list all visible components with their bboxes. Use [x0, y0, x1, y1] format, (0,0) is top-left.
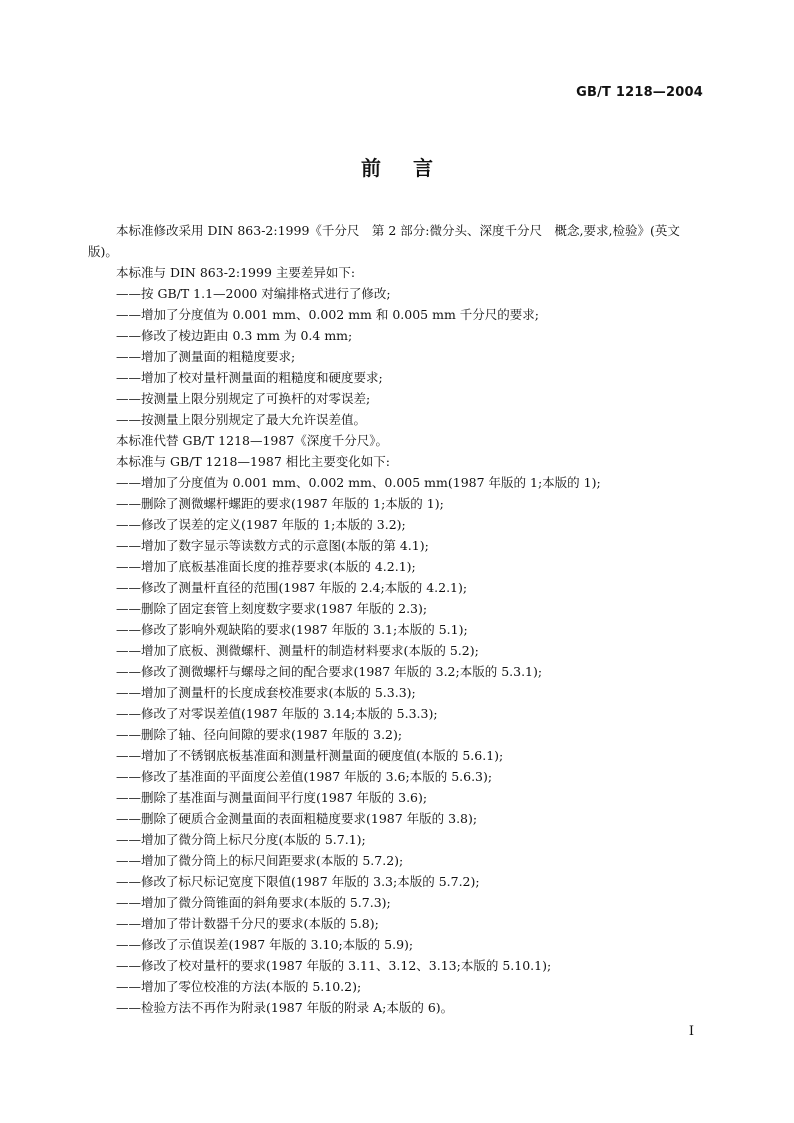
list-item: ——删除了基准面与测量面间平行度(1987 年版的 3.6); [116, 790, 428, 805]
list-item: ——增加了微分筒上的标尺间距要求(本版的 5.7.2); [116, 853, 404, 868]
list-item: ——增加了零位校准的方法(本版的 5.10.2); [116, 979, 362, 994]
intro-paragraph: 本标准修改采用 DIN 863-2:1999《千分尺 第 2 部分:微分头、深度千分尺 概念,要求,检验》(英文版)。 [88, 223, 680, 259]
list-item: ——按测量上限分别规定了最大允许误差值。 [116, 412, 367, 427]
list-item: ——删除了硬质合金测量面的表面粗糙度要求(1987 年版的 3.8); [116, 811, 478, 826]
list-item: ——增加了数字显示等读数方式的示意图(本版的第 4.1); [116, 538, 429, 553]
list-item: ——按 GB/T 1.1—2000 对编排格式进行了修改; [116, 286, 391, 301]
list-item: ——修改了误差的定义(1987 年版的 1;本版的 3.2); [116, 517, 406, 532]
list-item: ——删除了测微螺杆螺距的要求(1987 年版的 1;本版的 1); [116, 496, 444, 511]
list-item: ——增加了微分筒上标尺分度(本版的 5.7.1); [116, 832, 366, 847]
section1-list [88, 283, 708, 430]
list-item: ——增加了分度值为 0.001 mm、0.002 mm、0.005 mm(1987 年版的 1;本版的 1); [116, 475, 601, 490]
list-item: ——增加了底板基准面长度的推荐要求(本版的 4.2.1); [116, 559, 416, 574]
list-item: ——修改了基准面的平面度公差值(1987 年版的 3.6;本版的 5.6.3); [116, 769, 493, 784]
list-item: ——按测量上限分别规定了可换杆的对零误差; [116, 391, 371, 406]
standard-code: GB/T 1218—2004 [576, 85, 703, 100]
list-item: ——增加了底板、测微螺杆、测量杆的制造材料要求(本版的 5.2); [116, 643, 479, 658]
list-item: ——修改了对零误差值(1987 年版的 3.14;本版的 5.3.3); [116, 706, 438, 721]
list-item: ——增加了微分筒锥面的斜角要求(本版的 5.7.3); [116, 895, 391, 910]
page-title: 前言 [361, 156, 465, 180]
list-item: ——增加了带计数器千分尺的要求(本版的 5.8); [116, 916, 379, 931]
section2-lead: 本标准与 GB/T 1218—1987 相比主要变化如下: [116, 454, 390, 469]
list-item: ——增加了校对量杆测量面的粗糙度和硬度要求; [116, 370, 383, 385]
list-item: ——增加了不锈钢底板基准面和测量杆测量面的硬度值(本版的 5.6.1); [116, 748, 504, 763]
list-item: ——修改了校对量杆的要求(1987 年版的 3.11、3.12、3.13;本版的 5.10.1); [116, 958, 552, 973]
section2-list [88, 472, 708, 1018]
document-body [88, 220, 708, 1018]
page-number: I [688, 1024, 694, 1039]
list-item: ——增加了测量面的粗糙度要求; [116, 349, 296, 364]
list-item: ——增加了测量杆的长度成套校准要求(本版的 5.3.3); [116, 685, 416, 700]
list-item: ——删除了轴、径向间隙的要求(1987 年版的 3.2); [116, 727, 403, 742]
list-item: ——检验方法不再作为附录(1987 年版的附录 A;本版的 6)。 [116, 1000, 454, 1015]
section1-lead: 本标准与 DIN 863-2:1999 主要差异如下: [116, 265, 356, 280]
replace-paragraph: 本标准代替 GB/T 1218—1987《深度千分尺》。 [116, 433, 389, 448]
list-item: ——修改了示值误差(1987 年版的 3.10;本版的 5.9); [116, 937, 414, 952]
list-item: ——修改了影响外观缺陷的要求(1987 年版的 3.1;本版的 5.1); [116, 622, 468, 637]
list-item: ——修改了棱边距由 0.3 mm 为 0.4 mm; [116, 328, 353, 343]
list-item: ——增加了分度值为 0.001 mm、0.002 mm 和 0.005 mm 千分尺的要求; [116, 307, 539, 322]
list-item: ——修改了测微螺杆与螺母之间的配合要求(1987 年版的 3.2;本版的 5.3.1); [116, 664, 543, 679]
list-item: ——修改了标尺标记宽度下限值(1987 年版的 3.3;本版的 5.7.2); [116, 874, 480, 889]
list-item: ——删除了固定套管上刻度数字要求(1987 年版的 2.3); [116, 601, 428, 616]
list-item: ——修改了测量杆直径的范围(1987 年版的 2.4;本版的 4.2.1); [116, 580, 468, 595]
